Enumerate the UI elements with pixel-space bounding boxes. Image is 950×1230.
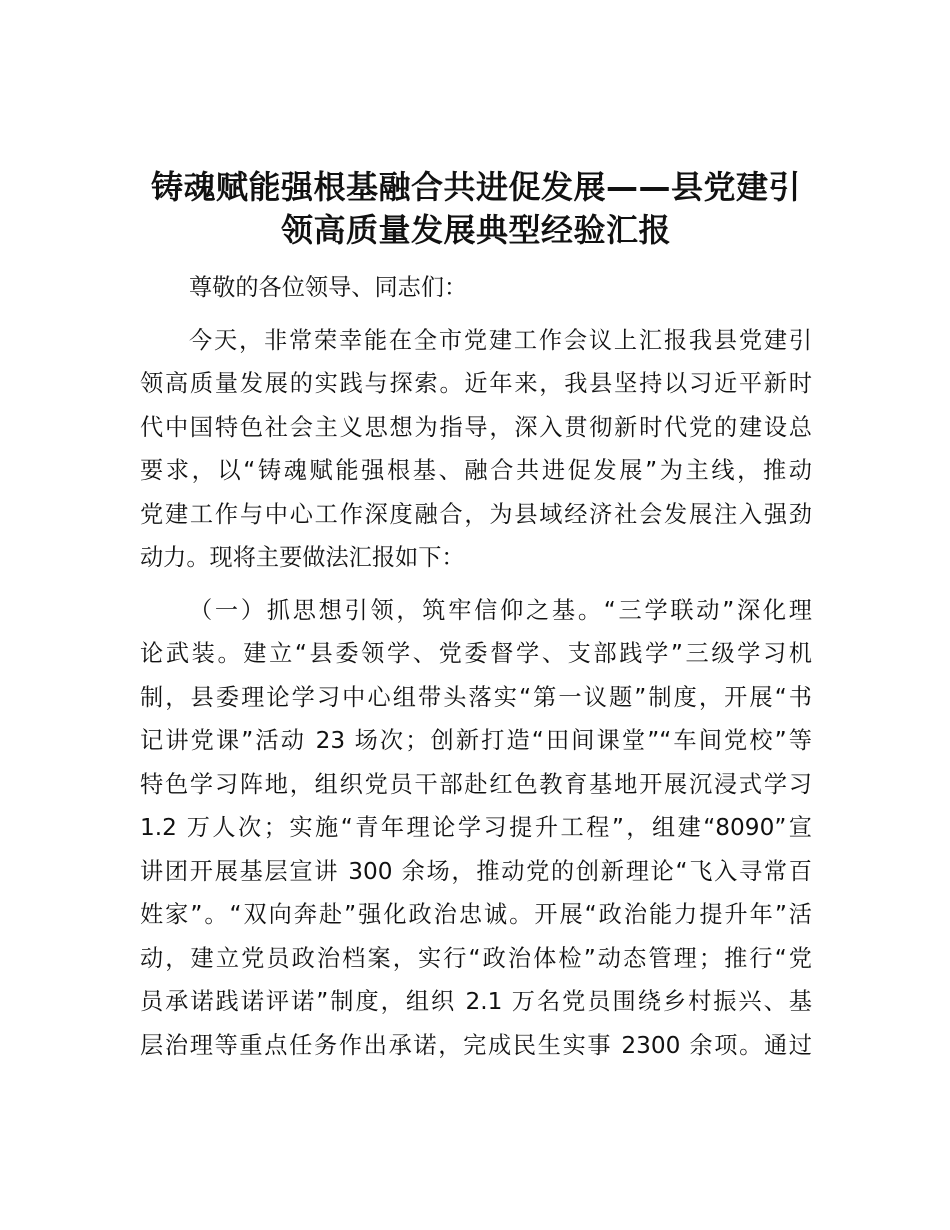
paragraph-line: 姓家”。“双向奔赴”强化政治忠诚。开展“政治能力提升年”活 <box>140 901 812 928</box>
paragraph-line: 党建工作与中心工作深度融合，为县域经济社会发展注入强劲 <box>140 500 812 528</box>
paragraph-line: 论武装。建立“县委领学、党委督学、支部践学”三级学习机 <box>140 640 812 667</box>
paragraph-line: 今天，非常荣幸能在全市党建工作会议上汇报我县党建引 <box>189 326 812 354</box>
paragraph-line: 层治理等重点任务作出承诺，完成民生实事 2300 余项。通过 <box>140 1031 812 1059</box>
paragraph-line: 要求，以“铸魂赋能强根基、融合共进促发展”为主线，推动 <box>140 457 812 484</box>
paragraph-line: 1.2 万人次；实施“青年理论学习提升工程”，组建“8090”宣 <box>140 814 812 841</box>
paragraph-line: 讲团开展基层宣讲 300 余场，推动党的创新理论“飞入寻常百 <box>140 857 812 885</box>
salutation: 尊敬的各位领导、同志们： <box>189 274 468 301</box>
paragraph-line: 动，建立党员政治档案，实行“政治体检”动态管理；推行“党 <box>140 944 812 972</box>
paragraph-line: 记讲党课”活动 23 场次；创新打造“田间课堂”“车间党校”等 <box>140 727 812 754</box>
document-body <box>140 266 812 1067</box>
paragraph-line: 特色学习阵地，组织党员干部赴红色教育基地开展沉浸式学习 <box>140 770 812 798</box>
title-line: 领高质量发展典型经验汇报 <box>280 211 671 249</box>
document-title <box>140 166 812 252</box>
paragraph-line: 领高质量发展的实践与探索。近年来，我县坚持以习近平新时 <box>140 370 812 397</box>
paragraph-line: 员承诺践诺评诺”制度，组织 2.1 万名党员围绕乡村振兴、基 <box>140 988 812 1015</box>
paragraph-section-1 <box>140 589 812 1068</box>
title-line: 铸魂赋能强根基融合共进促发展——县党建引 <box>150 168 801 206</box>
paragraph-line: 代中国特色社会主义思想为指导，深入贯彻新时代党的建设总 <box>140 413 812 441</box>
paragraph-line: （一）抓思想引领，筑牢信仰之基。“三学联动”深化理 <box>189 596 812 624</box>
paragraph-line: 动力。现将主要做法汇报如下： <box>140 544 465 571</box>
paragraph-line: 制，县委理论学习中心组带头落实“第一议题”制度，开展“书 <box>140 683 812 711</box>
paragraph-intro <box>140 319 812 580</box>
